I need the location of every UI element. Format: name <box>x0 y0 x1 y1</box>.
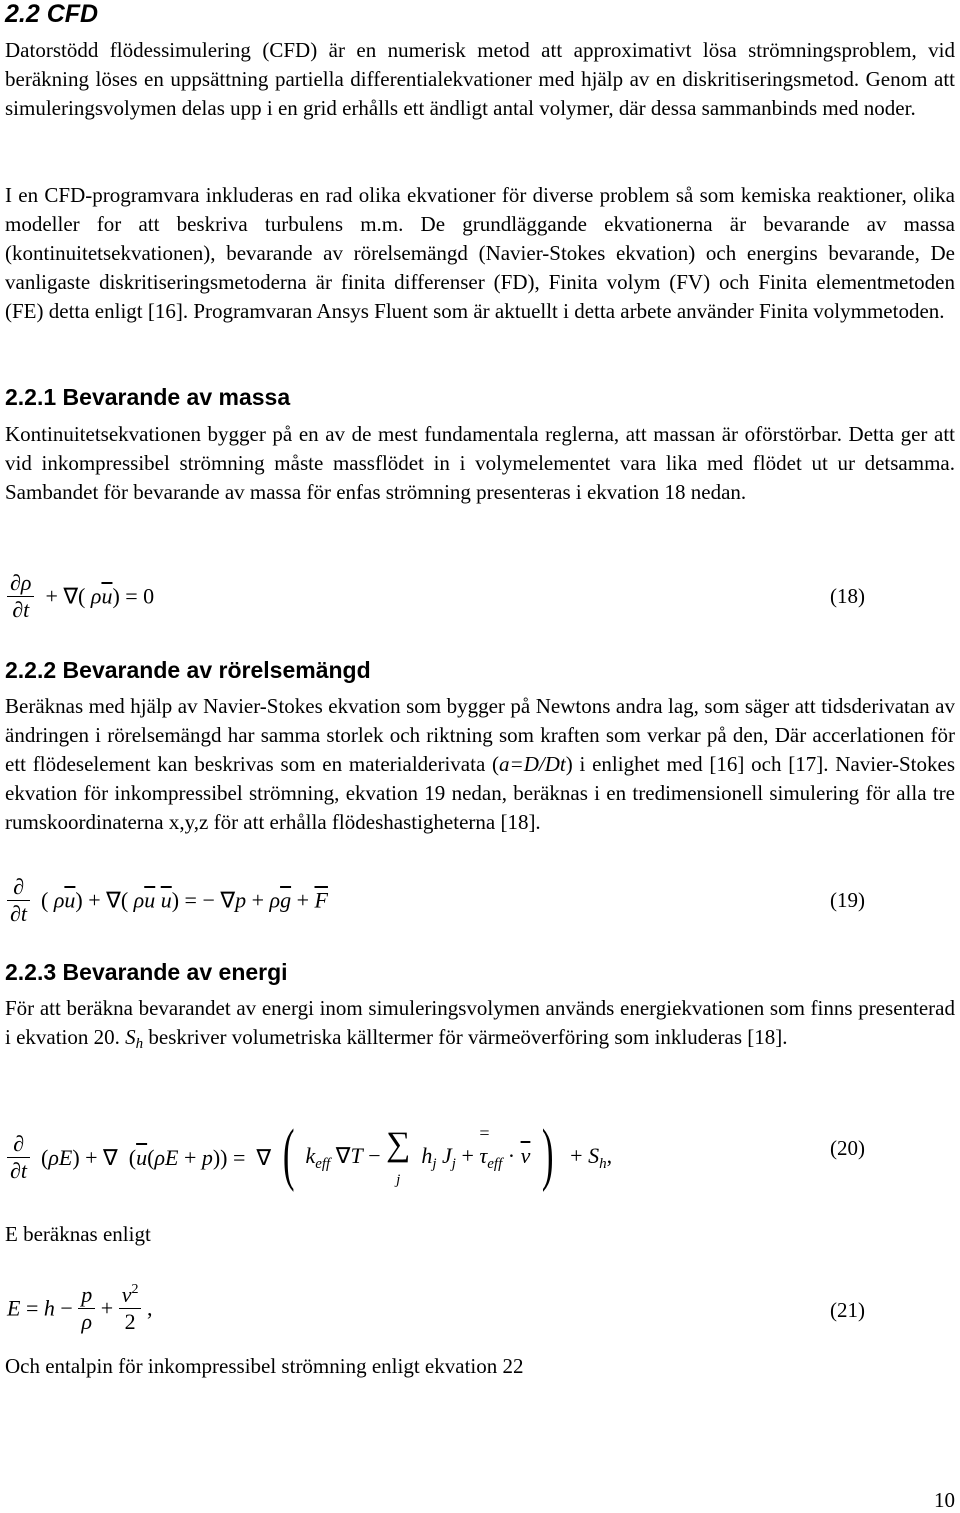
page-number: 10 <box>934 1488 955 1512</box>
equation-21-formula: E = h − $\frac{p}{\rho}$ + $\frac{v^2}{2}$ , <box>7 1282 153 1334</box>
subsection-title-mass: 2.2.1 Bevarande av massa <box>5 384 291 410</box>
equation-21 <box>5 1280 955 1352</box>
equation-20-number: (20) <box>830 1136 865 1160</box>
energy-paragraph <box>5 994 955 1059</box>
e-intro-paragraph <box>5 1220 955 1249</box>
section-heading <box>5 0 955 28</box>
equation-18 <box>5 562 955 632</box>
paragraph-mass: Kontinuitetsekvationen bygger på en av de mest fundamentala reglerna, att massan är oförstörbar. Detta ger att vid inkompressibel strömning måste massflödet in i volymelementet vara lika med flödet ut ur detsamma. Sambandet för bevarande av massa för enfas strömning presenteras i ekvation 18 nedan. <box>5 422 955 504</box>
subsection-title-momentum: 2.2.2 Bevarande av rörelsemängd <box>5 657 371 683</box>
paragraph-energy: För att beräkna bevarandet av energi inom simuleringsvolymen används energiekvationen som finns presenterad i ekvation 20. Sh beskriver volumetriska källtermer för värmeöverföring som inkluderas [18]. <box>5 996 955 1052</box>
equation-20 <box>5 1108 955 1192</box>
mass-paragraph <box>5 420 955 507</box>
subsection-energy <box>5 958 955 986</box>
subsection-title-energy: 2.2.3 Bevarande av energi <box>5 959 288 985</box>
intro-paragraph <box>5 36 955 123</box>
subsection-momentum <box>5 656 955 684</box>
equation-18-number: (18) <box>830 584 865 608</box>
paragraph-e-intro: E beräknas enligt <box>5 1222 151 1246</box>
equation-19-formula: $\frac{\partial}{\partial t}$ ( $\rho\overline{u}$) + ∇( $\rho\overline{u}$ $\overline{u}$) = − $\nabla p + \rho\overline{g} + \overline{F}$ <box>5 868 805 940</box>
paragraph-cfd-definition: Datorstödd flödessimulering (CFD) är en numerisk metod att approximativt lösa strömningsproblem, vid beräkning löses en uppsättning partiella differentialekvationer med hjälp av en diskritiseringsmetod. Genom att simuleringsvolymen delas upp i en grid erhålls ett ändligt antal volymer, där dessa sammanbinds med noder. <box>5 38 955 120</box>
equation-19 <box>5 868 955 940</box>
cfd-software-paragraph <box>5 181 955 326</box>
paragraph-momentum: Beräknas med hjälp av Navier-Stokes ekvation som bygger på Newtons andra lag, som säger att tidsderivatan av ändringen i rörelsemängd har samma storlek och riktning som kraften som verkar på den, Där accerlationen för ett flödeselement kan beskrivas som en materialderivata (a=D/Dt) i enlighet med [16] och [17]. Navier-Stokes ekvation för inkompressibel strömning, ekvation 19 nedan, beräknas i en tredimensionell simulering för alla tre rumskoordinaterna x,y,z för att erhålla flödeshastigheterna [18]. <box>5 694 955 834</box>
enthalpy-intro-paragraph <box>5 1352 955 1381</box>
equation-20-formula: $\frac{\partial}{\partial t}$ (ρE) + ∇ $(\overline{u}(\rho E + p))$ = ∇ ( $k_{eff}$ ∇T − ∑ j $h_j$ $J_j + \tau$ = $_{eff} \cdot \overline{v}$ ) + $S_h$, <box>5 1108 805 1192</box>
momentum-paragraph <box>5 692 955 837</box>
paragraph-cfd-software: I en CFD-programvara inkluderas en rad olika ekvationer för diverse problem så som kemiska reaktioner, olika modeller for att beskriva turbulens m.m. De grundläggande ekvationerna är bevarande av massa (kontinuitetsekvationen), bevarande av rörelsemängd (Navier-Stokes ekvation) och energins bevarande, De vanligaste diskritiseringsmetoderna är finita differenser (FD), Finita volym (FV) och Finita elementmetoden (FE) detta enligt [16]. Programvaran Ansys Fluent som är aktuellt i detta arbete använder Finita volymmetoden. <box>5 183 955 323</box>
equation-19-number: (19) <box>830 888 865 912</box>
equation-21-number: (21) <box>830 1298 865 1322</box>
section-title: 2.2 CFD <box>5 0 99 28</box>
equation-18-formula: $\frac{\partial\rho}{\partial t}$ + ∇( $\rho\overline{u}) = 0$ <box>5 562 805 632</box>
subsection-mass <box>5 383 955 411</box>
paragraph-enthalpy-intro: Och entalpin för inkompressibel strömning enligt ekvation 22 <box>5 1354 524 1378</box>
